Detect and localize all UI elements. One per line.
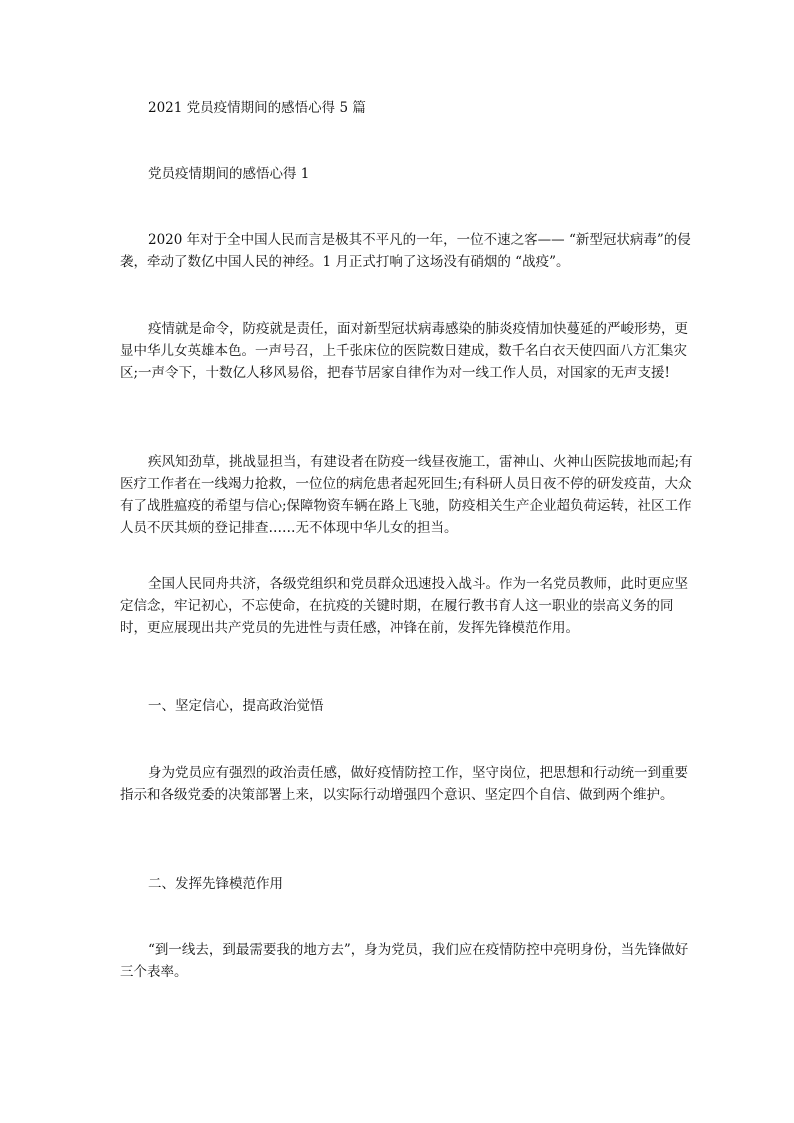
document-title: 2021 党员疫情期间的感悟心得 5 篇	[148, 100, 366, 116]
paragraph-3: 疾风知劲草，挑战显担当，有建设者在防疫一线昼夜施工，雷神山、火神山医院拔地而起;有医疗工作者在一线竭力抢救，一位位的病危患者起死回生;有科研人员日夜不停的研发疫苗，大众有了战胜瘟疫的希望与信心;保障物资车辆在路上飞驰，防疫相关生产企业超负荷运转，社区工作人员不厌其烦的登记排查……无不体现中华儿女的担当。	[120, 454, 693, 536]
section-subtitle: 党员疫情期间的感悟心得 1	[148, 166, 310, 182]
paragraph-2: 疫情就是命令，防疫就是责任，面对新型冠状病毒感染的肺炎疫情加快蔓延的严峻形势，更显中华儿女英雄本色。一声号召，上千张床位的医院数日建成，数千名白衣天使四面八方汇集灾区;一声令下，十数亿人移风易俗，把春节居家自律作为对一线工作人员，对国家的无声支援!	[120, 321, 688, 381]
paragraph-6: “到一线去，到最需要我的地方去”，身为党员，我们应在疫情防控中亮明身份，当先锋做好三个表率。	[120, 942, 689, 980]
paragraph-5: 身为党员应有强烈的政治责任感，做好疫情防控工作，坚守岗位，把思想和行动统一到重要指示和各级党委的决策部署上来，以实际行动增强四个意识、坚定四个自信、做到两个维护。	[120, 765, 688, 803]
heading-2: 二、发挥先锋模范作用	[148, 876, 283, 892]
heading-1: 一、坚定信心，提高政治觉悟	[148, 698, 324, 714]
paragraph-1: 2020 年对于全中国人民而言是极其不平凡的一年，一位不速之客—— “新型冠状病毒”的侵袭，牵动了数亿中国人民的神经。1 月正式打响了这场没有硝烟的 “战疫”。	[120, 232, 691, 270]
paragraph-4: 全国人民同舟共济，各级党组织和党员群众迅速投入战斗。作为一名党员教师，此时更应坚定信念，牢记初心，不忘使命，在抗疫的关键时期，在履行教书育人这一职业的崇高义务的同时，更应展现出共产党员的先进性与责任感，冲锋在前，发挥先锋模范作用。	[120, 576, 688, 636]
